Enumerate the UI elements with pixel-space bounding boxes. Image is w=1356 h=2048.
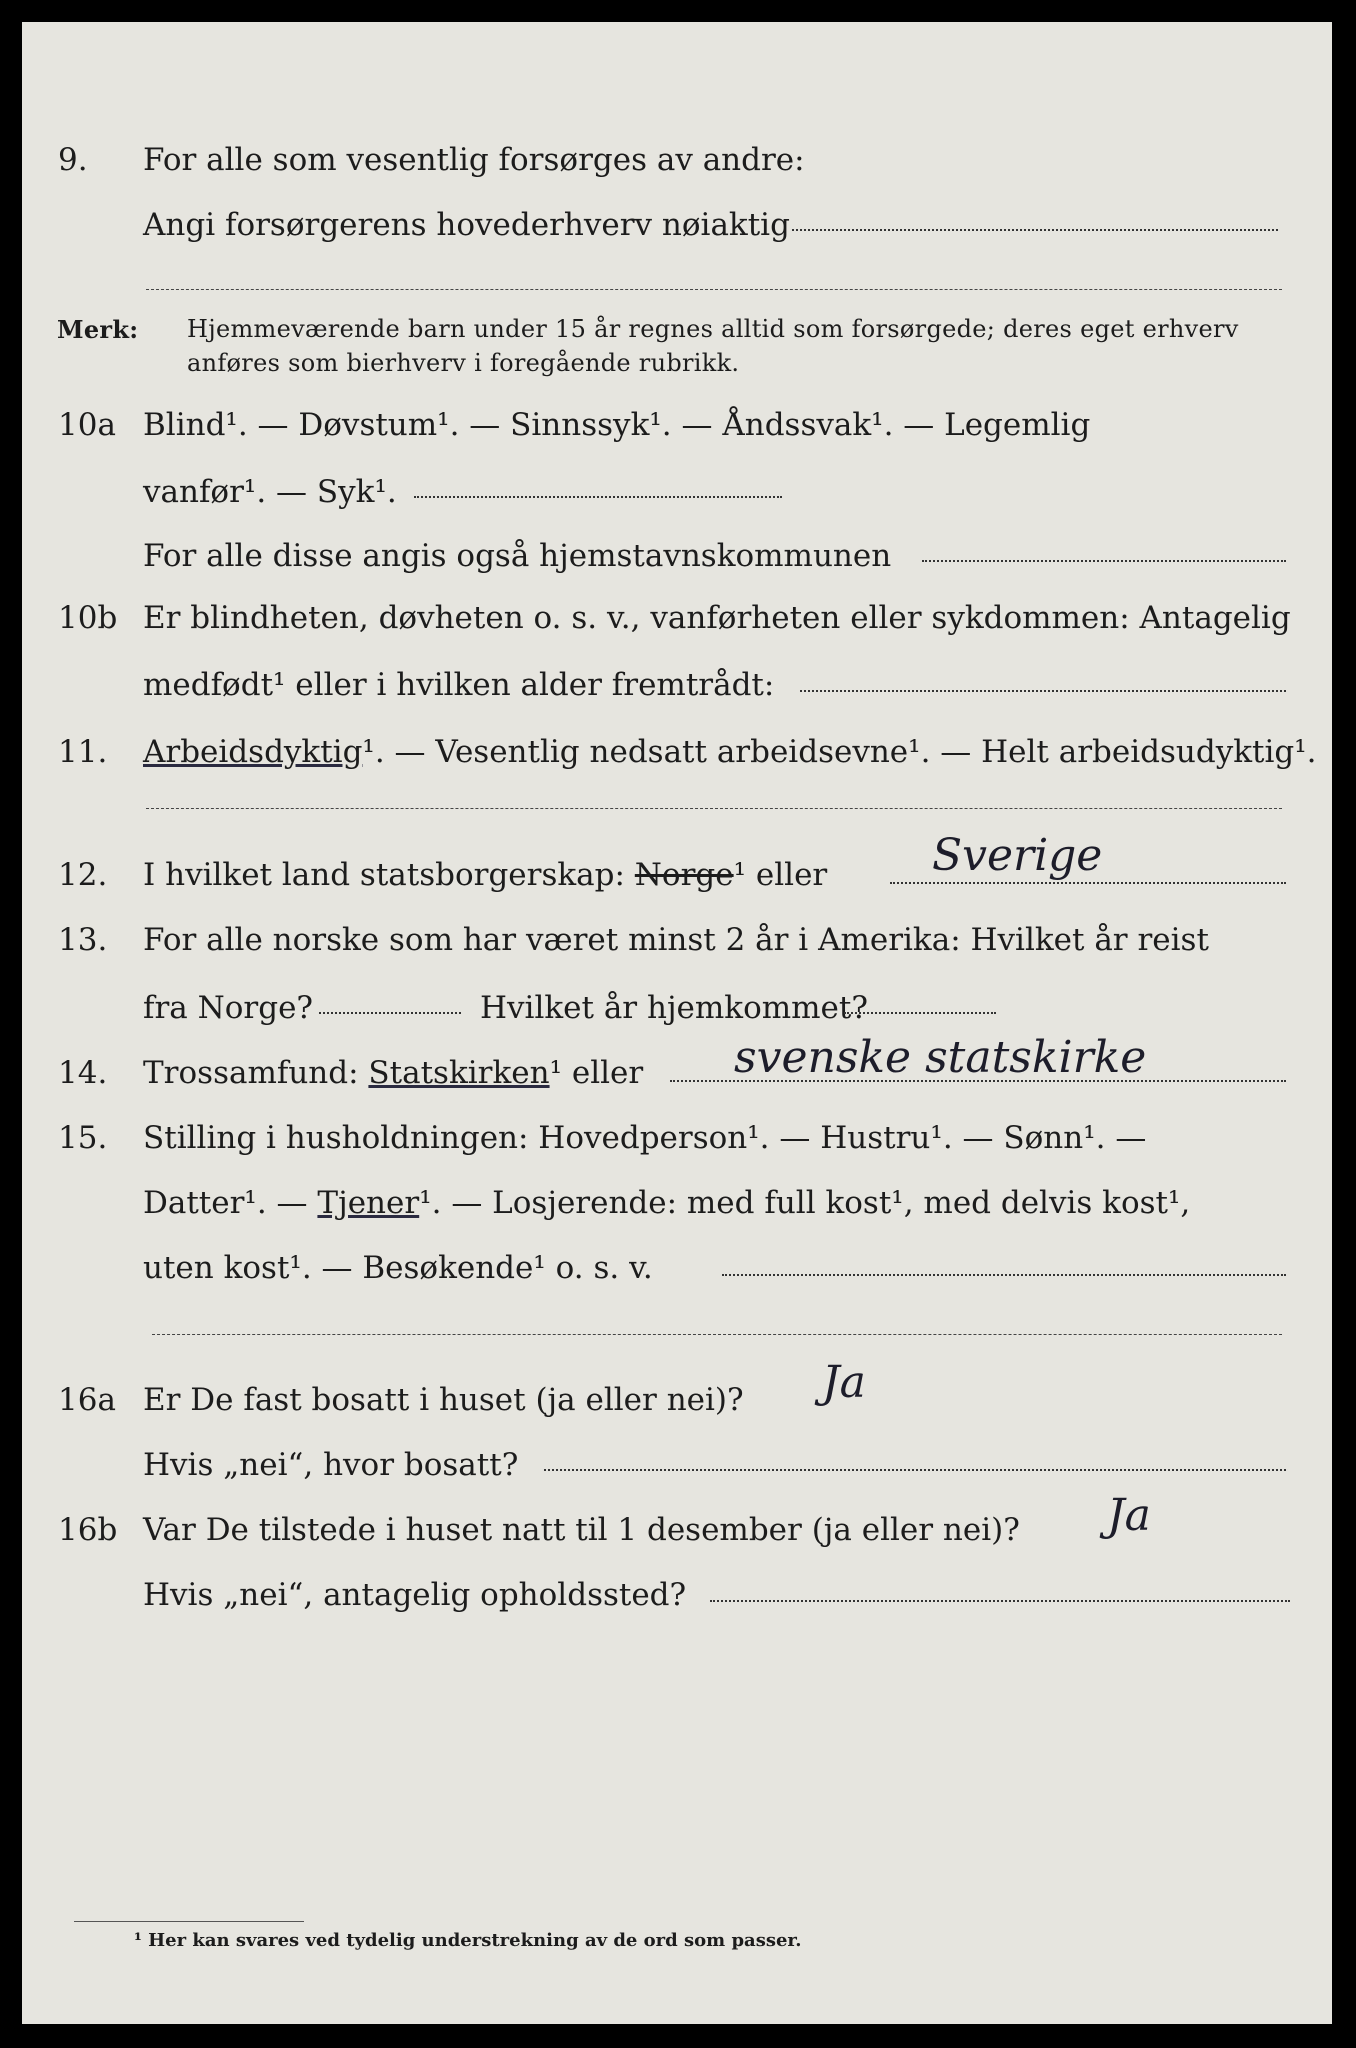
- q12-suffix: ¹ eller: [733, 857, 828, 893]
- q9-answer-field[interactable]: [792, 229, 1278, 231]
- q12-handwritten-answer: Sverige: [932, 830, 1103, 881]
- q15-line2: [143, 1185, 1190, 1221]
- q13-line2b: Hvilket år hjemkommet?: [480, 990, 868, 1026]
- q15-line2c: ¹. — Losjerende: med full kost¹, med delvis kost¹,: [419, 1185, 1191, 1221]
- q13-hjemkommet-field[interactable]: [844, 1012, 996, 1014]
- q16b-line1: Var De tilstede i huset natt til 1 desember (ja eller nei)?: [143, 1512, 1020, 1548]
- q10a-hjemstavn-field[interactable]: [922, 560, 1286, 562]
- q16a-bosatt-field[interactable]: [544, 1469, 1286, 1471]
- q10a-line1: Blind¹. — Døvstum¹. — Sinnssyk¹. — Åndssvak¹. — Legemlig: [143, 407, 1091, 443]
- q16a-handwritten-answer: Ja: [822, 1357, 866, 1408]
- q11-option-arbeidsdyktig[interactable]: Arbeidsdyktig: [143, 734, 363, 770]
- q15-option-tjener[interactable]: Tjener: [317, 1185, 420, 1221]
- q9-line2: Angi forsørgerens hovederhverv nøiaktig: [143, 207, 790, 243]
- merk-line1: Hjemmeværende barn under 15 år regnes alltid som forsørgede; deres eget erhverv: [187, 315, 1239, 343]
- q16a-line1: Er De fast bosatt i huset (ja eller nei)?: [143, 1382, 744, 1418]
- q15-line3: uten kost¹. — Besøkende¹ o. s. v.: [143, 1250, 653, 1286]
- footnote: ¹ Her kan svares ved tydelig understrekning av de ord som passer.: [134, 1930, 802, 1951]
- q16b-line2: Hvis „nei“, antagelig opholdssted?: [143, 1577, 687, 1613]
- q11-rule: [146, 808, 1282, 809]
- q11-rest: ¹. — Vesentlig nedsatt arbeidsevne¹. — Helt arbeidsudyktig¹.: [362, 734, 1317, 770]
- q12-option-norge[interactable]: Norge: [634, 857, 734, 893]
- q9-number: 9.: [58, 142, 88, 178]
- q16b-opholdssted-field[interactable]: [710, 1600, 1290, 1602]
- q12-number: 12.: [58, 857, 108, 893]
- q14-suffix: ¹ eller: [549, 1055, 644, 1091]
- merk-label: Merk:: [57, 315, 139, 344]
- q11-number: 11.: [58, 734, 108, 770]
- merk-line2: anføres som bierhverv i foregående rubrikk.: [187, 349, 740, 377]
- q12-line: [143, 857, 827, 893]
- q15-answer-field[interactable]: [722, 1274, 1286, 1276]
- q16a-line2: Hvis „nei“, hvor bosatt?: [143, 1447, 519, 1483]
- q13-line2a: fra Norge?: [143, 990, 314, 1026]
- q10b-line1: Er blindheten, døvheten o. s. v., vanførheten eller sykdommen: Antagelig: [143, 600, 1291, 636]
- q14-line: [143, 1055, 643, 1091]
- q12-answer-field[interactable]: [890, 882, 1286, 884]
- q15-line1: Stilling i husholdningen: Hovedperson¹. — Hustru¹. — Sønn¹. —: [143, 1120, 1147, 1156]
- q14-handwritten-answer: svenske statskirke: [734, 1032, 1147, 1083]
- q14-option-statskirken[interactable]: Statskirken: [368, 1055, 550, 1091]
- q16b-number: 16b: [58, 1512, 118, 1548]
- q14-prefix: Trossamfund:: [143, 1055, 359, 1091]
- q15-number: 15.: [58, 1120, 108, 1156]
- q10a-answer-field[interactable]: [414, 496, 782, 498]
- census-form-page: [22, 22, 1332, 2024]
- q10b-answer-field[interactable]: [800, 690, 1286, 692]
- footnote-rule: [74, 1921, 304, 1922]
- q10a-number: 10a: [58, 407, 116, 443]
- q13-line1: For alle norske som har været minst 2 år i Amerika: Hvilket år reist: [143, 922, 1209, 958]
- q12-prefix: I hvilket land statsborgerskap:: [143, 857, 625, 893]
- q10a-line3: For alle disse angis også hjemstavnskommunen: [143, 538, 892, 574]
- q16a-number: 16a: [58, 1382, 116, 1418]
- q9-line1: For alle som vesentlig forsørges av andre:: [143, 142, 805, 178]
- q10a-line2: vanfør¹. — Syk¹.: [143, 474, 397, 510]
- q9-rule: [146, 289, 1282, 290]
- q15-rule: [152, 1334, 1282, 1335]
- q10b-number: 10b: [58, 600, 118, 636]
- q13-reist-field[interactable]: [319, 1012, 461, 1014]
- q13-number: 13.: [58, 922, 108, 958]
- q14-number: 14.: [58, 1055, 108, 1091]
- q11-line: [143, 734, 1317, 770]
- q10b-line2: medfødt¹ eller i hvilken alder fremtrådt:: [143, 667, 775, 703]
- q16b-handwritten-answer: Ja: [1107, 1490, 1151, 1541]
- q15-line2a: Datter¹. —: [143, 1185, 308, 1221]
